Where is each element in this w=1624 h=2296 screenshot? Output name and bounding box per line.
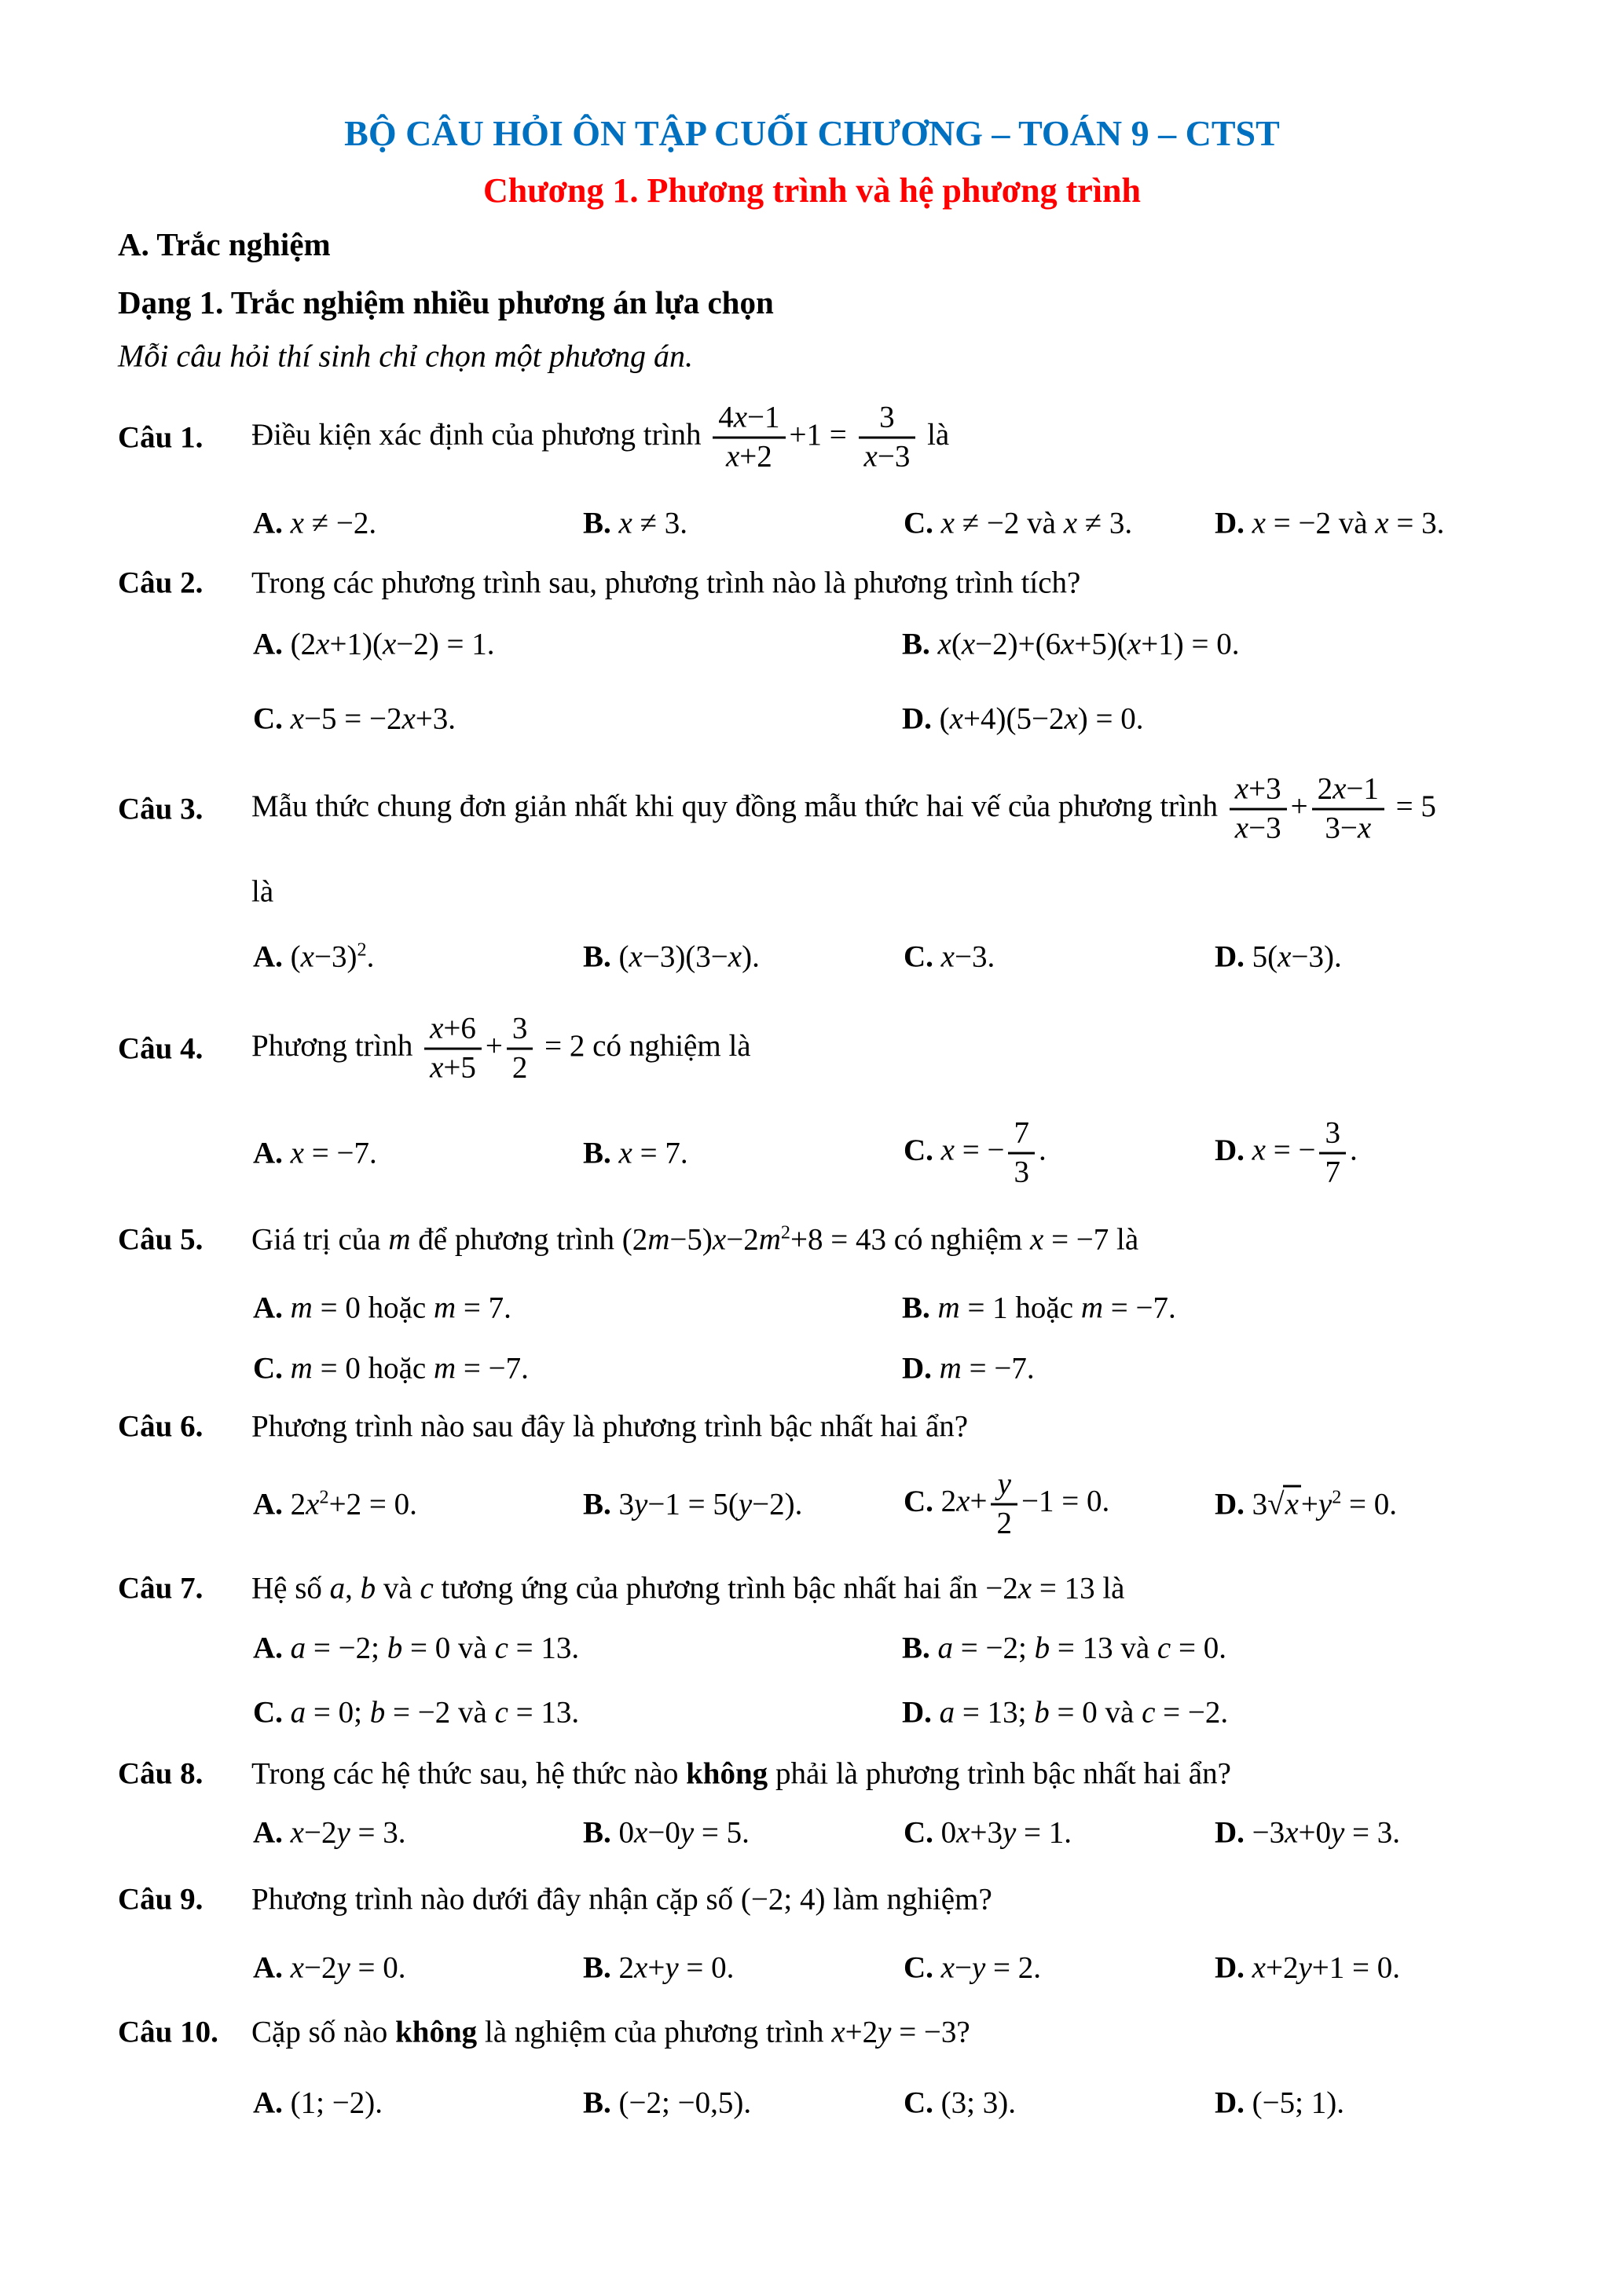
question-9-option-d: D. x+2y+1 = 0.	[1215, 1950, 1401, 1985]
question-3-stem: Mẫu thức chung đơn giản nhất khi quy đồng mẫu thức hai vế của phương trình $\frac{x+3}{x-3}$ + $\frac{2x-1}{3-x}$ = 5	[251, 771, 1436, 845]
question-8-options	[0, 1812, 1624, 1853]
question-8-option-b: B. 0x−0y = 5.	[583, 1815, 750, 1850]
question-7-stem: Hệ số a, b và c tương ứng của phương trình bậc nhất hai ẩn −2x = 13 là	[251, 1571, 1125, 1606]
question-6-options	[0, 1456, 1624, 1553]
dang1-heading: Dạng 1. Trắc nghiệm nhiều phương án lựa chọn	[118, 284, 774, 320]
question-10	[0, 2012, 1624, 2052]
question-1-stem: Điều kiện xác định của phương trình $\frac{4x-1}{x+2}$ +1 = $\frac{3}{x-3}$ là	[251, 400, 950, 474]
question-1	[0, 390, 1624, 485]
question-1-option-b: B. x ≠ 3.	[583, 506, 687, 540]
question-2-option-d: D. (x+4)(5−2x) = 0.	[902, 701, 1144, 736]
question-3-label: Câu 3.	[118, 792, 203, 826]
question-4-option-c: C. x = − $\frac{7}{3}$ .	[904, 1115, 1047, 1189]
question-2-option-b: B. x(x−2)+(6x+5)(x+1) = 0.	[902, 627, 1240, 661]
question-3-option-b: B. (x−3)(3−x).	[583, 939, 760, 974]
question-1-option-d: D. x = −2 và x = 3.	[1215, 506, 1445, 540]
question-2-option-a: A. (2x+1)(x−2) = 1.	[253, 627, 495, 661]
question-4	[0, 999, 1624, 1098]
question-10-stem: Cặp số nào không là nghiệm của phương trình x+2y = −3?	[251, 2015, 970, 2049]
question-10-label: Câu 10.	[118, 2015, 218, 2049]
question-6-option-c: C. 2x+ $\frac{y}{2}$ −1 = 0.	[904, 1467, 1110, 1540]
question-5-option-d: D. m = −7.	[902, 1351, 1035, 1386]
question-1-options	[0, 503, 1624, 544]
question-4-option-b: B. x = 7.	[583, 1136, 688, 1170]
question-7	[0, 1568, 1624, 1609]
question-7-options-row1	[0, 1628, 1624, 1668]
question-6-option-b: B. 3y−1 = 5(y−2).	[583, 1487, 803, 1522]
question-8-label: Câu 8.	[118, 1756, 203, 1791]
question-2-options-row2	[0, 697, 1624, 741]
question-5-option-b: B. m = 1 hoặc m = −7.	[902, 1291, 1176, 1325]
question-7-options-row2	[0, 1692, 1624, 1733]
question-1-option-a: A. x ≠ −2.	[253, 506, 377, 540]
question-3-option-c: C. x−3.	[904, 939, 995, 974]
question-5	[0, 1219, 1624, 1260]
question-7-option-c: C. a = 0; b = −2 và c = 13.	[253, 1695, 580, 1730]
question-9-option-c: C. x−y = 2.	[904, 1950, 1042, 1985]
question-3	[0, 759, 1624, 859]
question-8-option-a: A. x−2y = 3.	[253, 1815, 406, 1850]
question-5-option-a: A. m = 0 hoặc m = 7.	[253, 1291, 511, 1325]
instruction-note: Mỗi câu hỏi thí sinh chỉ chọn một phương án.	[118, 338, 693, 374]
question-5-option-c: C. m = 0 hoặc m = −7.	[253, 1351, 529, 1386]
question-3-option-d: D. 5(x−3).	[1215, 939, 1342, 974]
question-7-option-d: D. a = 13; b = 0 và c = −2.	[902, 1695, 1229, 1730]
question-9	[0, 1879, 1624, 1920]
question-7-label: Câu 7.	[118, 1571, 203, 1606]
question-2-options-row1	[0, 622, 1624, 666]
question-3-stem-tail: là	[251, 874, 274, 909]
instruction-row	[0, 335, 1624, 376]
question-2-option-c: C. x−5 = −2x+3.	[253, 701, 456, 736]
question-4-option-a: A. x = −7.	[253, 1136, 377, 1170]
question-3-option-a: A. $(x-3)^2$.	[253, 939, 375, 974]
question-8-option-c: C. 0x+3y = 1.	[904, 1815, 1072, 1850]
question-10-option-c: C. (3; 3).	[904, 2085, 1016, 2120]
question-5-stem: Giá trị của m để phương trình $(2m-5)x-2m^2+8 = 43$ có nghiệm x = −7 là	[251, 1221, 1139, 1257]
section-a-heading: A. Trắc nghiệm	[118, 226, 331, 262]
question-5-options-row1	[0, 1287, 1624, 1328]
question-10-option-b: B. (−2; −0,5).	[583, 2085, 752, 2120]
chapter-subtitle: Chương 1. Phương trình và hệ phương trình	[483, 171, 1141, 210]
question-8-stem: Trong các hệ thức sau, hệ thức nào không phải là phương trình bậc nhất hai ẩn?	[251, 1756, 1231, 1791]
dang1-row	[0, 281, 1624, 324]
question-6-label: Câu 6.	[118, 1409, 203, 1444]
question-6	[0, 1406, 1624, 1447]
section-a-row	[0, 224, 1624, 265]
question-3-stem-tail-row	[0, 872, 1624, 911]
question-8-option-d: D. −3x+0y = 3.	[1215, 1815, 1401, 1850]
question-4-option-d: D. x = − $\frac{3}{7}$ .	[1215, 1115, 1358, 1189]
question-4-options	[0, 1104, 1624, 1202]
question-9-option-a: A. x−2y = 0.	[253, 1950, 406, 1985]
question-9-options	[0, 1947, 1624, 1988]
question-9-stem: Phương trình nào dưới đây nhận cặp số (−2; 4) làm nghiệm?	[251, 1882, 992, 1917]
question-5-options-row2	[0, 1348, 1624, 1389]
question-7-option-a: A. a = −2; b = 0 và c = 13.	[253, 1631, 580, 1665]
question-1-option-c: C. x ≠ −2 và x ≠ 3.	[904, 506, 1133, 540]
question-5-label: Câu 5.	[118, 1222, 203, 1257]
question-6-option-a: A. $2x^2+2 = 0$.	[253, 1486, 417, 1522]
question-4-stem: Phương trình $\frac{x+6}{x+5}$ + $\frac{3}{2}$ = 2 có nghiệm là	[251, 1011, 751, 1085]
question-4-label: Câu 4.	[118, 1031, 203, 1066]
question-2	[0, 562, 1624, 603]
question-3-options	[0, 932, 1624, 982]
question-8	[0, 1753, 1624, 1794]
question-10-option-d: D. (−5; 1).	[1215, 2085, 1344, 2120]
question-6-stem: Phương trình nào sau đây là phương trình bậc nhất hai ẩn?	[251, 1409, 969, 1444]
question-10-options	[0, 2079, 1624, 2126]
question-6-option-d: D. $3√x+y^2 = 0$.	[1215, 1486, 1398, 1522]
question-1-label: Câu 1.	[118, 420, 203, 455]
question-10-option-a: A. (1; −2).	[253, 2085, 383, 2120]
question-2-stem: Trong các phương trình sau, phương trình nào là phương trình tích?	[251, 566, 1081, 600]
page-title: BỘ CÂU HỎI ÔN TẬP CUỐI CHƯƠNG – TOÁN 9 – CTST	[344, 113, 1280, 153]
question-9-option-b: B. 2x+y = 0.	[583, 1950, 735, 1985]
question-7-option-b: B. a = −2; b = 13 và c = 0.	[902, 1631, 1226, 1665]
question-2-label: Câu 2.	[118, 566, 203, 600]
question-9-label: Câu 9.	[118, 1882, 203, 1917]
